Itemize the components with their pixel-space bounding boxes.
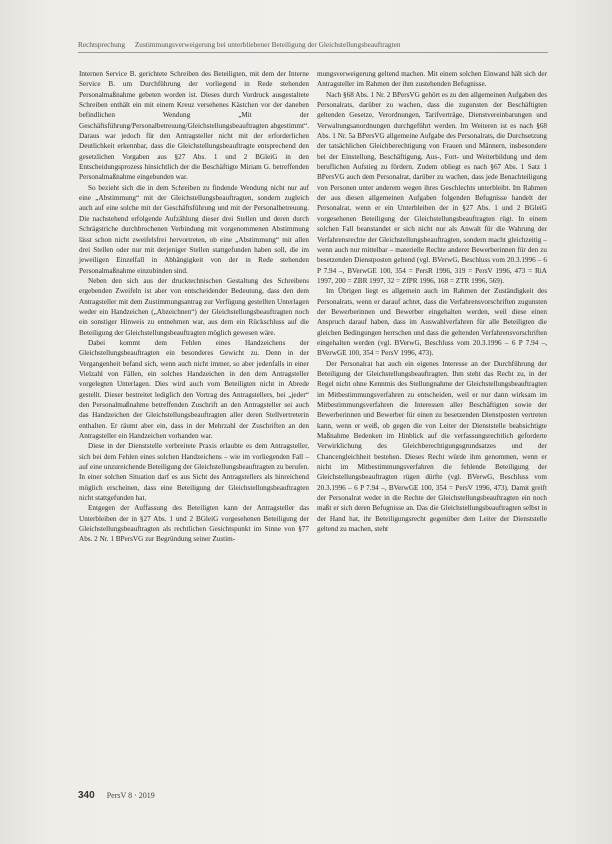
paragraph: Im Übrigen liegt es allgemein auch im Rahmen der Zuständigkeit des Personalrats, wenn er darauf achtet, dass die Verfahrensvorschriften zugunsten der Bewerberinnen und Bewerber eingehalten werden, weil diese einen Anspruch darauf haben, dass im Auswahlverfahren für alle Beteiligten die gleichen Bedingungen herrschen und dass die geltenden Verfahrensvorschriften eingehalten werden (vgl. BVerwG, Beschluss vom 20.3.1996 – 6 P 7.94 –, BVerwGE 100, 354 = PersV 1996, 473). xyxy=(317,287,547,358)
paragraph: Nach §68 Abs. 1 Nr. 2 BPersVG gehört es zu den allgemeinen Aufgaben des Personalrats, darüber zu wachen, dass die zugunsten der Beschäftigten geltenden Gesetze, Verordnungen, Tarifverträge, Dienstvereinbarungen und Verwaltungsanordnungen durchgeführt werden. Im Weiteren ist es nach §68 Abs. 1 Nr. 5a BPersVG allgemeine Aufgabe des Personalrats, die Durchsetzung der tatsächlichen Gleichberechtigung von Frauen und Männern, insbesondere bei der Einstellung, Beschäftigung, Aus-, Fort- und Weiterbildung und dem beruflichen Aufstieg zu fördern. Zudem obliegt es nach §67 Abs. 1 Satz 1 BPersVG auch dem Personalrat, darüber zu wachen, dass jede Benachteiligung von Personen unter anderem wegen ihres Geschlechts unterbleibt. Im Rahmen der aus diesen allgemeinen Aufgaben folgenden Befugnisse handelt der Personalrat, wenn er ein Unterbleiben der in §27 Abs. 1 und 2 BGleiG vorgesehenen Beteiligung der Gleichstellungsbeauftragten rügt. In einem solchen Fall beanstandet er sich nicht nur als Anwalt für die Wahrung der Verfahrensrechte der Gleichstellungsbeauftragten, sondern macht gleichzeitig – wenn auch nur mittelbar – materielle Rechte anderer Bewerberinnen für den zu besetzenden Dienstposten geltend (vgl. BVerwG, Beschluss vom 20.3.1996 – 6 P 7.94 –, BVerwGE 100, 354 = PersR 1996, 319 = PersV 1996, 473 = RiA 1997, 200 = ZBR 1997, 32 = ZfPR 1996, 168 = ZTR 1996, 569). xyxy=(317,90,547,285)
paragraph: Entgegen der Auffassung des Beteiligten kann der Antragsteller das Unterbleiben der in §27 Abs. 1 und 2 BGleiG vorgesehenen Beteiligung der Gleichstellungsbeauftragten als rechtlichen Gesichtspunkt im Sinne von §77 Abs. 2 Nr. 1 BPersVG zur Begründung seiner Zustim- xyxy=(79,504,309,544)
header-title: Zustimmungsverweigerung bei unterbliebener Beteiligung der Gleichstellungsbeauftragten xyxy=(134,40,401,49)
running-header xyxy=(78,40,558,49)
left-text-column xyxy=(79,69,309,545)
journal-issue: PersV 8 · 2019 xyxy=(106,791,155,800)
paragraph: So bezieht sich die in dem Schreiben zu findende Wendung nicht nur auf eine „Abstimmung“ mit der Gleichstellungsbeauftragten, sondern zugleich auch auf eine solche mit der Geschäftsführung und mit der Personalbetreuung. Die nachstehend erfolgende Aufzählung dieser drei Stellen und deren durch Schrägstriche durchbrochenen Verbindung mit vorgenommenen Abstimmung lässt schon nicht zweifelsfrei hervortreten, ob eine „Abstimmung“ mit allen drei Stellen oder nur mit derjeniger Stellen stattgefunden haben soll, die im jeweiligen Einzelfall in Abhängigkeit von der in Rede stehenden Personalmaßnahme einzubinden sind. xyxy=(79,183,309,275)
header-divider xyxy=(78,52,548,53)
paragraph: Internen Service B. gerichtete Schreiben des Beteiligten, mit dem der Interne Service B. um Durchführung der vorliegend in Rede stehenden Personalmaßnahme gebeten worden ist. Dieses durch Vordruck ausgestaltete Schreiben enthält ein mit einem Kreuz versehenes Kästchen vor der daneben befindlichen Wendung „Mit der Geschäftsführung/Personalbetreuung/Gleichstellungsbeauftragten abgestimmt“. Daraus war jedoch für den Antragsteller nicht mit der erforderlichen Deutlichkeit erkennbar, dass die Gleichstellungsbeauftragte entsprechend den gesetzlichen Vorgaben aus §27 Abs. 1 und 2 BGleiG in den Entscheidungsprozess hinsichtlich der die Beschäftigte Miriam G. betreffenden Personalmaßnahme eingebunden war. xyxy=(79,70,309,182)
right-text-column xyxy=(317,69,547,534)
page-number: 340 xyxy=(78,790,95,801)
page-footer xyxy=(78,790,378,801)
paragraph: Diese in der Dienststelle verbreitete Praxis erlaubte es dem Antragsteller, sich bei dem Fehlen eines solchen Handzeichens – wie im vorliegenden Fall – auf eine unzureichende Beteiligung der Gleichstellungsbeauftragten zu berufen. In einer solchen Situation darf es aus Sicht des Antragstellers als hinreichend möglich erscheinen, dass eine Beteiligung der Gleichstellungsbeauftragten nicht stattgefunden hat. xyxy=(79,442,309,503)
paragraph: mungsverweigerung geltend machen. Mit einem solchen Einwand hält sich der Antragsteller im Rahmen der ihm zustehenden Befugnisse. xyxy=(317,70,547,89)
paragraph: Der Personalrat hat auch ein eigenes Interesse an der Durchführung der Beteiligung der Gleichstellungsbeauftragten. Ihm steht das Recht zu, in der Regel nicht ohne Kenntnis des Stellungnahme der Gleichstellungsbeauftragten im Mitbestimmungsverfahren zu entscheiden, weil er nur dann wirksam im Mitbestimmungsverfahren die Interessen aller Beschäftigten sowie der Bewerberinnen und Bewerber für einen zu besetzenden Dienstposten vertreten kann, wenn er weiß, ob gegen die von Leiter der Dienststelle beabsichtigte Maßnahme Bedenken im Hinblick auf die verfassungsrechtlich geforderte Verwirklichung des Gleichberechtigungsgrundsatzes und der Chancengleichheit bestehen. Dieses Recht würde ihm genommen, wenn er nicht im Mitbestimmungsverfahren die fehlende Beteiligung der Gleichstellungsbeauftragten rügen dürfte (vgl. BVerwG, Beschluss vom 20.3.1996 – 6 P 7.94 –, BVerwGE 100, 354 = PersV 1996, 473). Damit greift der Personalrat weder in die Rechte der Gleichstellungsbeauftragten ein noch maßt er sich deren Befugnisse an. Das die Gleichstellungsbeauftragten selbst in der Hand hat, ihr Beteiligungsrecht gegenüber dem Leiter der Dienststelle geltend zu machen, steht xyxy=(317,359,547,534)
paragraph: Dabei kommt dem Fehlen eines Handzeichens der Gleichstellungsbeauftragten ein besonderes Gewicht zu. Denn in der Vergangenheit befand sich, wenn auch nicht immer, so aber jedenfalls in einer Vielzahl von Fällen, ein solches Handzeichen in den dem Antragsteller vorgelegten Unterlagen. Dies wird auch vom Beteiligten nicht in Abrede gestellt. Dieser bestreitet lediglich den Vortrag des Antragstellers, bei „jeder“ den Personalmaßnahme betreffenden Zuschrift an den Antragsteller sei auch das Handzeichen der Gleichstellungsbeauftragten aller deren Stellvertreterin enthalten. Er räumt aber ein, dass in der Mehrzahl der Zuschriften an den Antragsteller ein Handzeichen vorhanden war. xyxy=(79,338,309,441)
header-section: Rechtsprechung xyxy=(78,40,126,49)
paragraph: Neben den sich aus der drucktechnischen Gestaltung des Schreibens ergebenden Zweifeln ist aber von entscheidender Bedeutung, dass den dem Antragsteller mit dem Zustimmungsantrag zur Verfügung gestellten Unterlagen weder ein Handzeichen („Abzeichnen“) der Gleichstellungsbeauftragten noch ein sonstiger Hinweis zu entnehmen war, aus dem ein Rückschluss auf die Beteiligung der Gleichstellungsbeauftragten möglich gewesen wäre. xyxy=(79,276,309,337)
